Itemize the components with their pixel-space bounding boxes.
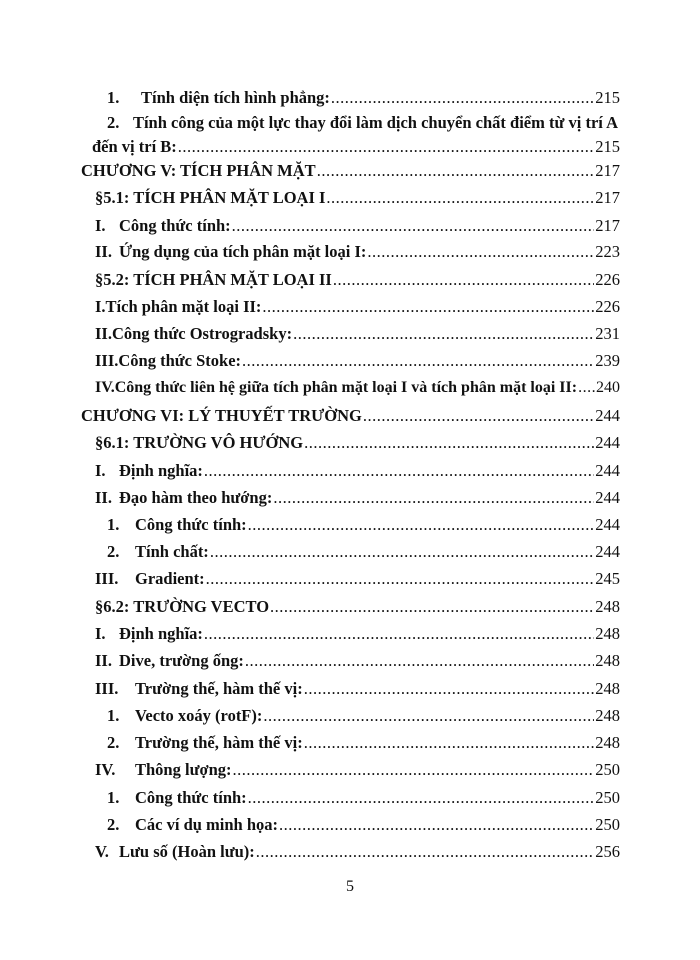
toc-dot-leader [279,815,594,835]
toc-dot-leader [331,88,594,108]
toc-dot-leader [333,270,594,290]
toc-entry-title: §5.1: TÍCH PHÂN MẶT LOẠI I [95,188,326,207]
toc-dot-leader [326,188,594,208]
toc-entry-title: II.Công thức Ostrogradsky: [95,324,293,343]
toc-entry-continuation[interactable] [92,137,620,161]
toc-dot-leader [273,488,594,508]
toc-entry-page: 244 [595,433,620,452]
toc-entry-title: Gradient: [135,569,205,588]
toc-dot-leader [293,324,594,344]
toc-dot-leader [304,733,595,753]
toc-entry-title: CHƯƠNG VI: LÝ THUYẾT TRƯỜNG [81,406,362,425]
toc-entry-page: 240 [596,379,620,396]
toc-entry-page: 244 [595,461,620,480]
toc-entry-number: 1. [107,88,120,107]
toc-entry[interactable] [107,706,620,730]
toc-entry-title: CHƯƠNG V: TÍCH PHÂN MẶT [81,161,316,180]
toc-entry-number: I. [95,624,106,643]
toc-entry-title: IV.Công thức liên hệ giữa tích phân mặt loại I và tích phân mặt loại II: [95,379,578,396]
toc-section-5-1[interactable] [95,188,620,212]
toc-entry-title: Công thức tính: [119,216,231,235]
toc-entry-page: 217 [595,161,620,180]
toc-entry[interactable] [107,515,620,539]
toc-entry-number: II. [95,242,112,261]
toc-entry[interactable] [95,379,620,403]
toc-entry[interactable] [107,788,620,812]
toc-entry[interactable] [107,88,620,112]
toc-entry-number: 2. [107,733,120,752]
toc-entry-title: Định nghĩa: [119,624,203,643]
toc-entry-page: 231 [595,324,620,343]
toc-entry-title: Lưu số (Hoàn lưu): [119,842,255,861]
toc-entry-page: 250 [595,760,620,779]
toc-entry-title: Trường thế, hàm thế vị: [135,679,303,698]
toc-dot-leader [578,379,595,397]
toc-entry-number: 2. [107,113,120,132]
toc-entry-title: Dive, trường ống: [119,651,244,670]
toc-dot-leader [263,706,594,726]
toc-entry-page: 256 [595,842,620,861]
toc-entry[interactable] [95,651,620,675]
toc-entry-wrapped[interactable] [107,113,620,137]
toc-entry-page: 215 [595,88,620,107]
toc-dot-leader [262,297,594,317]
toc-entry-number: 1. [107,515,120,534]
toc-entry-page: 239 [595,351,620,370]
toc-entry[interactable] [107,815,620,839]
toc-entry-title: Tính diện tích hình phẳng: [141,88,330,107]
toc-entry-page: 217 [595,216,620,235]
toc-dot-leader [367,242,594,262]
toc-entry-number: I. [95,461,106,480]
toc-chapter-6[interactable] [81,406,620,430]
toc-entry-title: Công thức tính: [135,515,247,534]
toc-entry-title: III.Công thức Stoke: [95,351,242,370]
toc-entry-title: Trường thế, hàm thế vị: [135,733,303,752]
toc-entry-title: §5.2: TÍCH PHÂN MẶT LOẠI II [95,270,332,289]
toc-entry[interactable] [95,679,620,703]
toc-entry-title: Tính chất: [135,542,209,561]
toc-dot-leader [248,515,595,535]
toc-entry[interactable] [95,842,620,866]
toc-entry-number: IV. [95,760,116,779]
toc-entry-page: 248 [595,597,620,616]
toc-dot-leader [204,624,594,644]
toc-entry-title: Các ví dụ minh họa: [135,815,279,834]
toc-dot-leader [270,597,594,617]
toc-entry[interactable] [95,488,620,512]
toc-dot-leader [233,760,595,780]
toc-entry-title: Công thức tính: [135,788,247,807]
toc-entry[interactable] [107,733,620,757]
toc-entry-page: 248 [595,679,620,698]
toc-entry-title: §6.1: TRƯỜNG VÔ HƯỚNG [95,433,304,452]
toc-entry-number: 2. [107,542,120,561]
toc-section-5-2[interactable] [95,270,620,294]
toc-entry-page: 223 [595,242,620,261]
toc-section-6-2[interactable] [95,597,620,621]
toc-entry-number: I. [95,216,106,235]
toc-entry-page: 248 [595,624,620,643]
toc-entry-number: 1. [107,706,120,725]
toc-entry-title: I.Tích phân mặt loại II: [95,297,262,316]
toc-entry-page: 226 [595,297,620,316]
page-number: 5 [346,878,354,895]
toc-chapter-5[interactable] [81,161,620,185]
toc-entry-number: III. [95,569,119,588]
toc-dot-leader [304,433,594,453]
toc-entry-title: Vecto xoáy (rotF): [135,706,263,725]
toc-entry[interactable] [95,216,620,240]
toc-entry-page: 226 [595,270,620,289]
toc-dot-leader [317,161,595,181]
toc-entry-page: 250 [595,815,620,834]
toc-dot-leader [206,569,595,589]
toc-entry[interactable] [95,624,620,648]
toc-entry-page: 248 [595,651,620,670]
toc-entry[interactable] [95,569,620,593]
toc-entry[interactable] [95,297,620,321]
toc-entry[interactable] [95,324,620,348]
toc-entry-page: 244 [595,406,620,425]
toc-dot-leader [304,679,595,699]
toc-entry-number: 2. [107,815,120,834]
toc-dot-leader [256,842,594,862]
toc-entry[interactable] [95,461,620,485]
toc-section-6-1[interactable] [95,433,620,457]
toc-entry-page: 248 [595,733,620,752]
toc-entry-title: §6.2: TRƯỜNG VECTO [95,597,270,616]
toc-entry-title: Định nghĩa: [119,461,203,480]
toc-entry-page: 244 [595,515,620,534]
toc-entry-number: II. [95,651,112,670]
toc-entry[interactable] [95,242,620,266]
toc-entry-page: 245 [595,569,620,588]
toc-entry-page: 244 [595,488,620,507]
toc-dot-leader [248,788,595,808]
toc-dot-leader [204,461,594,481]
toc-entry-title: đến vị trí B: [92,137,177,156]
toc-dot-leader [232,216,595,236]
toc-entry-page: 215 [595,137,620,156]
toc-entry-number: II. [95,488,112,507]
toc-entry-page: 217 [595,188,620,207]
toc-entry[interactable] [95,760,620,784]
toc-entry-title: Đạo hàm theo hướng: [119,488,273,507]
toc-entry[interactable] [95,351,620,375]
toc-entry-page: 244 [595,542,620,561]
toc-dot-leader [245,651,594,671]
toc-entry-title: Ứng dụng của tích phân mặt loại I: [119,242,367,261]
toc-entry-number: V. [95,842,109,861]
toc-entry-number: III. [95,679,119,698]
toc-dot-leader [242,351,594,371]
toc-entry[interactable] [107,542,620,566]
toc-entry-number: 1. [107,788,120,807]
toc-entry-title: Tính công của một lực thay đổi làm dịch chuyển chất điểm từ vị trí A [132,113,618,132]
toc-entry-page: 250 [595,788,620,807]
toc-dot-leader [363,406,594,426]
toc-dot-leader [210,542,594,562]
toc-entry-title: Thông lượng: [135,760,232,779]
toc-dot-leader [178,137,594,157]
toc-entry-page: 248 [595,706,620,725]
